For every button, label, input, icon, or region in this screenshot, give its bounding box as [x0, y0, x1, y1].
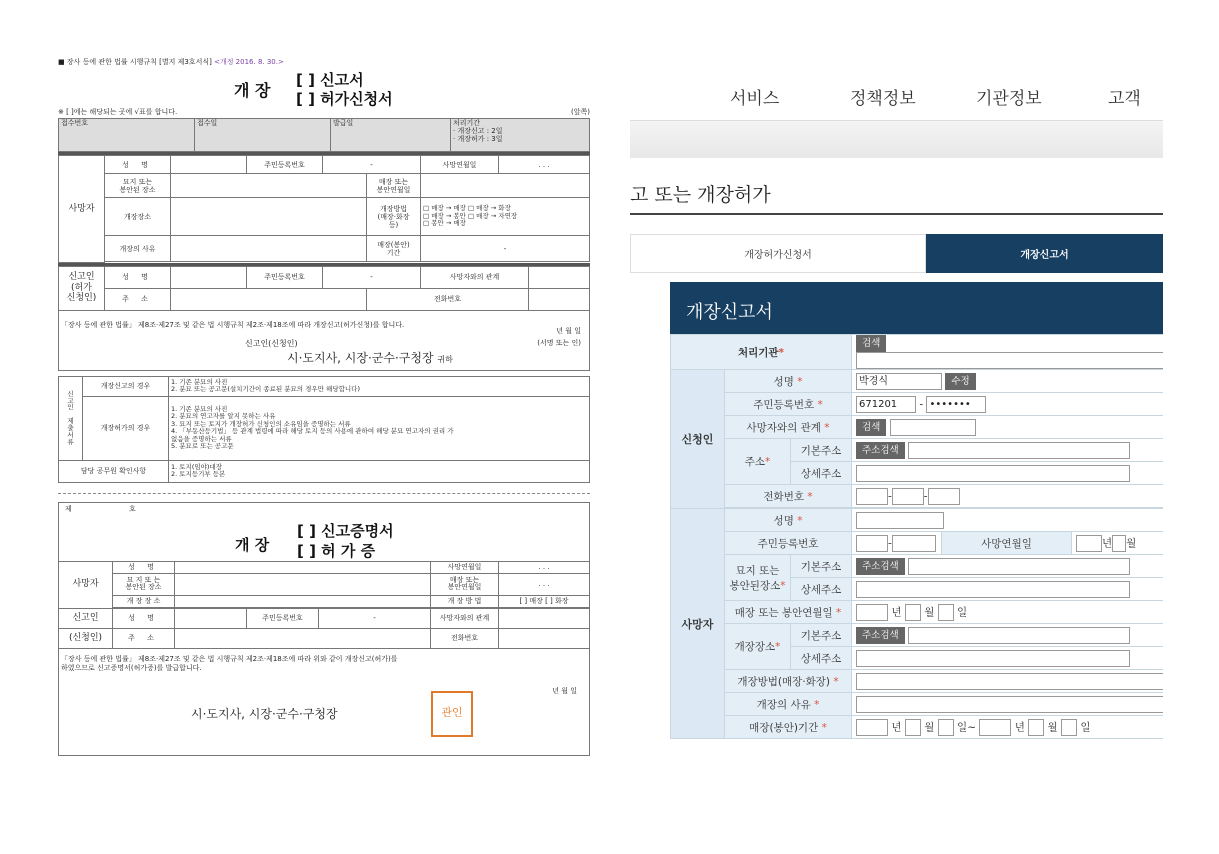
rrn-front-input[interactable]: 671201: [856, 396, 916, 413]
phone-input-3[interactable]: [928, 488, 960, 505]
rrn-back-input[interactable]: •••••••: [926, 396, 986, 413]
cert-table: 사망자 성 명 사망연월일 . . . 묘 지 또 는 봉안된 장소 매장 또는 봉안연월일 . . . 개 장 장 소 개 장 방 법 [ ] 매장 [ ] 화장 신고인 성 명 주민등록번호 - 사망자와의 관계 (신청인) 주 소 전화번호: [58, 561, 590, 649]
docs-side-label: 신 고 인 제 출 서 류: [59, 376, 83, 460]
label-relocation: 개장장소: [105, 198, 171, 236]
tab-report[interactable]: 개장신고서: [926, 234, 1163, 273]
permit-case: 개장허가의 경우: [83, 396, 169, 460]
method-label: 개장방법(매장·화장) *: [725, 670, 852, 693]
cert-no-suffix: 호: [129, 504, 136, 513]
page-title: 고 또는 개장허가: [630, 184, 771, 206]
cert-applicant-sub: (신청인): [59, 628, 113, 648]
report-form: 처리기관* 검색 신청인 성명 * 박경식 수정 주민등록번호 * 671201 - ••••••• 사망자와의 관계 * 검색 주소* 기본주소 주소검색 상세주소 전화번호 * - - 사망자 성명 * 주민등록번호 - 사망연월일 년 월 묘지 또는 봉안된장소* 기본주소 주소검색 상세주소 매장 또는 봉안연월일 * 년 월 일 개장장소* 기본주소 주소검색 상세주소 개장방법(매장·화장) * 개장의 사유 * 매장(봉안)기간 * 년 월 일~ 년 월 일: [670, 334, 1163, 739]
relation-input[interactable]: [890, 419, 976, 436]
basic-address-label: 기본주소: [791, 439, 852, 462]
address-search-button[interactable]: 주소검색: [856, 442, 905, 459]
nav-customer[interactable]: 고객: [1108, 89, 1141, 109]
nav-policy[interactable]: 정책정보: [850, 89, 916, 109]
form-header: ■ 장사 등에 관한 법률 시행규칙 [별지 제3호서식]: [58, 58, 212, 66]
period-start-year[interactable]: [856, 719, 888, 736]
revision-date: <개정 2016. 8. 30.>: [214, 58, 284, 66]
deceased-section: 사망자: [671, 509, 725, 739]
form-title: 개 장: [234, 81, 271, 101]
cert-relocation: 개 장 장 소: [113, 595, 175, 607]
cert-method-options: [ ] 매장 [ ] 화장: [499, 595, 590, 607]
cert-issuer: 시·도지사, 시장·군수·구청장: [191, 706, 338, 721]
report-case: 개장신고의 경우: [83, 376, 169, 396]
recipient: 시·도지사, 시장·군수·구청장 귀하: [287, 350, 453, 365]
grave-address-search-button[interactable]: 주소검색: [856, 558, 905, 575]
applicant-table: [58, 266, 590, 311]
reason-input[interactable]: [856, 696, 1163, 713]
cert-option-report: [ ] 신고증명서: [297, 521, 394, 540]
deceased-table: [58, 155, 590, 263]
deceased-label: 사망자: [59, 156, 105, 263]
burial-date-label: 매장 또는 봉안연월일 *: [725, 601, 852, 624]
period-report: · 개장신고 : 2일: [453, 127, 503, 136]
grave-basic-input[interactable]: [908, 558, 1130, 575]
check-note: ※ [ ]에는 해당되는 곳에 √표를 합니다.: [58, 108, 178, 117]
date-dots: . . .: [499, 156, 590, 174]
cert-rrn-dash: -: [319, 608, 431, 628]
permit-items: 1. 기존 분묘의 사진 2. 분묘의 연고자를 알지 못하는 사유 3. 묘지 또는 토지가 개장허가 신청인의 소유임을 증명하는 서류 4. 「부동산등기법」 등 관계 법령에 따라 해당 토지 등의 사용에 관하여 해당 분묘 연고자의 권리 가 없음을 증명하는 서류 5. 분묘로 또는 공고문: [169, 396, 590, 460]
death-year-input[interactable]: [1076, 535, 1102, 552]
period-start-month[interactable]: [905, 719, 921, 736]
grave-detail-label: 상세주소: [791, 578, 852, 601]
agency-input[interactable]: [856, 352, 1163, 369]
period-end-month[interactable]: [1028, 719, 1044, 736]
detail-address-input[interactable]: [856, 465, 1130, 482]
processing-period: 처리기간: [453, 119, 481, 128]
deceased-rrn-front[interactable]: [856, 535, 888, 552]
applicant-label: 신고인 (허가 신청인): [59, 266, 105, 310]
reloc-label: 개장장소*: [725, 624, 791, 670]
cert-rrn: 주민등록번호: [247, 608, 319, 628]
cert-applicant-name: 성 명: [113, 608, 175, 628]
form-title: 개장신고서: [670, 282, 1163, 334]
reloc-address-search-button[interactable]: 주소검색: [856, 627, 905, 644]
statement: 「장사 등에 관한 법률」 제8조·제27조 및 같은 법 시행규칙 제2조·제18조에 따라 개장신고(허가신청)를 합니다.: [61, 320, 405, 329]
application-table: [58, 118, 590, 152]
cert-relation: 사망자와의 관계: [431, 608, 499, 628]
burial-day-input[interactable]: [938, 604, 954, 621]
deceased-name-input[interactable]: [856, 512, 944, 529]
reloc-basic-label: 기본주소: [791, 624, 852, 647]
reloc-basic-input[interactable]: [908, 627, 1130, 644]
applicant-rrn-dash: -: [323, 266, 421, 288]
period-permit: · 개장허가 : 3일: [453, 135, 503, 144]
rrn-dash: -: [323, 156, 421, 174]
agency-search-button[interactable]: 검색: [856, 335, 886, 352]
deceased-name-label: 성명 *: [725, 509, 852, 532]
title-option-permit: [ ] 허가신청서: [296, 90, 393, 109]
report-items: 1. 기존 분묘의 사진 2. 분묘 또는 공고문(설치기간이 종료된 분묘의 경우만 해당합니다): [169, 376, 590, 396]
period-end-year[interactable]: [979, 719, 1011, 736]
address-label: 주소*: [725, 439, 791, 485]
burial-year-input[interactable]: [856, 604, 888, 621]
cert-date-line: 년 월 일: [552, 686, 577, 695]
cert-death-date: 사망연월일: [431, 561, 499, 573]
phone-label: 전화번호 *: [725, 485, 852, 508]
signer-label: 신고인(신청인): [245, 338, 298, 348]
cert-address: 주 소: [113, 628, 175, 648]
label-period: 매장(봉안) 기간: [367, 236, 421, 262]
label-burial-date: 매장 또는 봉안연월일: [367, 174, 421, 198]
method-options: □ 매장 → 매장 □ 매장 → 화장 □ 매장 → 봉안 □ 매장 → 자연장 □ 봉안 → 매장: [421, 198, 590, 236]
period-start-day[interactable]: [938, 719, 954, 736]
name-label: 성명 *: [725, 370, 852, 393]
phone-input-1[interactable]: [856, 488, 888, 505]
nav-agency[interactable]: 기관정보: [976, 89, 1042, 109]
documents-table: [58, 376, 590, 483]
period-label: 매장(봉안)기간 *: [725, 716, 852, 739]
page-side: (앞쪽): [571, 108, 590, 117]
phone-input-2[interactable]: [892, 488, 924, 505]
basic-address-input[interactable]: [908, 442, 1130, 459]
detail-address-label: 상세주소: [791, 462, 852, 485]
certificate: [58, 502, 590, 756]
label-address: 주 소: [105, 288, 171, 310]
relation-label: 사망자와의 관계 *: [725, 416, 852, 439]
label-death-date: 사망연월일: [421, 156, 499, 174]
official-seal: 관인: [431, 691, 473, 737]
grave-label: 묘지 또는 봉안된장소*: [725, 555, 791, 601]
official-items: 1. 토지(임야)대장 2. 토지등기부 등본: [169, 460, 590, 482]
applicant-section: 신청인: [671, 370, 725, 509]
cert-applicant: 신고인: [59, 608, 113, 628]
cert-option-permit: [ ] 허 가 증: [297, 541, 376, 560]
paper-form: [58, 58, 590, 756]
burial-month-input[interactable]: [905, 604, 921, 621]
method-input[interactable]: [856, 673, 1163, 690]
label-method: 개장방법 (매장·화장 등): [367, 198, 421, 236]
rrn-label: 주민등록번호 *: [725, 393, 852, 416]
reloc-detail-input[interactable]: [856, 650, 1130, 667]
reason-label: 개장의 사유 *: [725, 693, 852, 716]
agency-label: 처리기관*: [671, 335, 852, 370]
period-value: -: [421, 236, 590, 262]
grave-detail-input[interactable]: [856, 581, 1130, 598]
nav-services[interactable]: 서비스: [730, 89, 780, 109]
title-option-report: [ ] 신고서: [296, 71, 364, 90]
cert-burial-date: 매장 또는 봉안연월일: [431, 573, 499, 595]
death-month-input[interactable]: [1112, 535, 1126, 552]
period-end-day[interactable]: [1061, 719, 1077, 736]
label-rrn: 주민등록번호: [247, 156, 323, 174]
cert-grave: 묘 지 또 는 봉안된 장소: [113, 573, 175, 595]
deceased-rrn-back[interactable]: [892, 535, 936, 552]
date-line: 년 월 일: [556, 326, 581, 335]
label-grave: 묘지 또는 봉안된 장소: [105, 174, 171, 198]
receipt-date: 접수일: [195, 119, 331, 152]
label-reason: 개장의 사유: [105, 236, 171, 262]
reloc-detail-label: 상세주소: [791, 647, 852, 670]
death-date-label: 사망연월일: [942, 532, 1072, 555]
grave-basic-label: 기본주소: [791, 555, 852, 578]
web-page: [630, 0, 1163, 854]
label-applicant-name: 성 명: [105, 266, 171, 288]
label-applicant-rrn: 주민등록번호: [247, 266, 323, 288]
official-check: 담당 공무원 확인사항: [59, 460, 169, 482]
name-input[interactable]: 박경식: [856, 373, 942, 390]
edit-button[interactable]: 수정: [945, 373, 975, 390]
cert-statement: 「장사 등에 관한 법률」 제8조·제27조 및 같은 법 시행규칙 제2조·제18조에 따라 위와 같이 개장신고(허가)를 하였으므로 신고증명서(허가증)를 발급합니다.: [61, 654, 398, 673]
deceased-rrn-label: 주민등록번호: [725, 532, 852, 555]
tab-permit[interactable]: 개장허가신청서: [630, 234, 926, 273]
receipt-no: 접수번호: [59, 119, 195, 152]
cert-deceased: 사망자: [59, 561, 113, 608]
cert-no: 제: [65, 504, 72, 513]
cert-phone: 전화번호: [431, 628, 499, 648]
cert-name: 성 명: [113, 561, 175, 573]
cert-title: 개 장: [235, 535, 270, 554]
label-phone: 전화번호: [367, 288, 529, 310]
cert-method: 개 장 방 법: [431, 595, 499, 607]
sign-note: (서명 또는 인): [537, 338, 581, 347]
relation-search-button[interactable]: 검색: [856, 419, 886, 436]
label-relation: 사망자와의 관계: [421, 266, 529, 288]
issue-date: 발급일: [331, 119, 451, 152]
label-name: 성 명: [105, 156, 171, 174]
nav-bar: [630, 120, 1163, 158]
